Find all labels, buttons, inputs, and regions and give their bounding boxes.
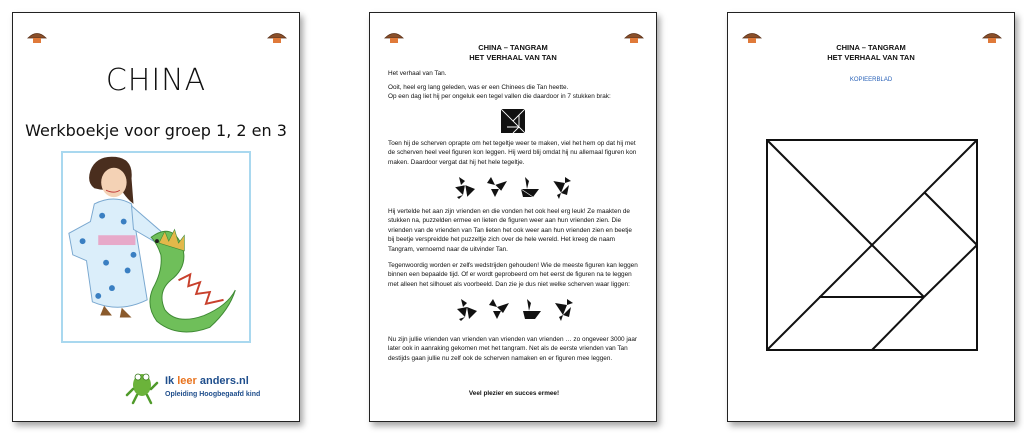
tangram-swan-icon	[517, 175, 541, 199]
tangram-rooster-icon	[549, 175, 573, 199]
cover-subtitle: Werkboekje voor groep 1, 2 en 3	[25, 121, 287, 140]
workbook-cover-page[interactable]	[12, 12, 300, 422]
tangram-bird-icon	[485, 175, 509, 199]
story-intro: Het verhaal van Tan.	[388, 70, 447, 77]
story-paragraph-2: Toen hij de scherven oprapte om het tegeltje weer te maken, viel het hem op dat hij met de scherven heel veel figuren kon leggen. Hij werd blij omdat hij nu allemaal figuren kon maken. Daardoor vergat dat hij het hele tegeltje.	[388, 140, 637, 166]
tangram-person-icon	[453, 175, 477, 199]
figure-row-1	[453, 175, 573, 199]
story-paragraph-3: Hij vertelde het aan zijn vrienden en die vonden het ook heel erg leuk! Ze maakten de stukken na, puzzelden ermee en lieten de figuren weer aan hun vrienden zien. Die vrienden van de vrienden van Tan lieten het ook weer aan hun vrienden zien en beetje bij beetje verspreidde het puzzeltje zich over de hele wereld. Het kreeg de naam Tangram, vernoemd naar de uitvinder Tan.	[388, 208, 632, 253]
page-header	[728, 43, 1014, 63]
chinese-hat-icon	[267, 29, 287, 45]
silhouette-row	[455, 297, 575, 321]
story-paragraph-1: Ooit, heel erg lang geleden, was er een Chinees die Tan heette. Op een dag liet hij per ongeluk een tegel vallen die daardoor in 7 stukken brak:	[388, 84, 611, 101]
tangram-story-page[interactable]	[369, 12, 657, 422]
logo-name-accent: leer	[177, 375, 197, 387]
silhouette-swan-icon	[519, 297, 543, 321]
header-line-2: HET VERHAAL VAN TAN	[827, 53, 915, 62]
broken-tile-tangram-icon	[501, 109, 525, 133]
girl-and-dragon-illustration	[61, 151, 251, 343]
green-frog-mascot-icon	[125, 365, 159, 405]
logo-name	[165, 375, 249, 387]
ikleeranders-logo[interactable]	[125, 365, 285, 409]
header-line-1: CHINA – TANGRAM	[478, 43, 548, 52]
closing-line: Veel plezier en succes ermee!	[468, 390, 560, 397]
silhouette-bird-icon	[487, 297, 511, 321]
silhouette-person-icon	[455, 297, 479, 321]
silhouette-rooster-icon	[551, 297, 575, 321]
tangram-template-page[interactable]	[727, 12, 1015, 422]
header-line-2: HET VERHAAL VAN TAN	[469, 53, 557, 62]
cover-title: CHINA	[105, 63, 207, 98]
chinese-hat-icon	[27, 29, 47, 45]
story-paragraph-5: Nu zijn jullie vrienden van vrienden van vrienden van vrienden … zo ongeveer 3000 jaar later ook in aanraking gekomen met het tangram. Net als de eerste vrienden van Tan destijds gaan jullie nu zelf ook de scherven namaken en er figuren mee leggen.	[388, 336, 638, 362]
logo-tagline: Opleiding Hoogbegaafd kind	[165, 391, 261, 398]
logo-name-suffix: anders.nl	[196, 375, 249, 387]
copy-sheet-label: KOPIEERBLAD	[849, 77, 893, 83]
story-paragraph-4: Tegenwoordig worden er zelfs wedstrijden gehouden! Wie de meeste figuren kan leggen binnen een bepaalde tijd. Of er wordt geprobeerd om het eerst de figuren na te leggen met alleen het silhouet als voorbeeld. Dan zie je dus niet welke scherven waar liggen:	[388, 262, 638, 288]
page-header	[370, 43, 656, 63]
logo-name-prefix: Ik	[165, 375, 178, 387]
tangram-outline-diagram	[766, 139, 978, 351]
header-line-1: CHINA – TANGRAM	[836, 43, 906, 52]
